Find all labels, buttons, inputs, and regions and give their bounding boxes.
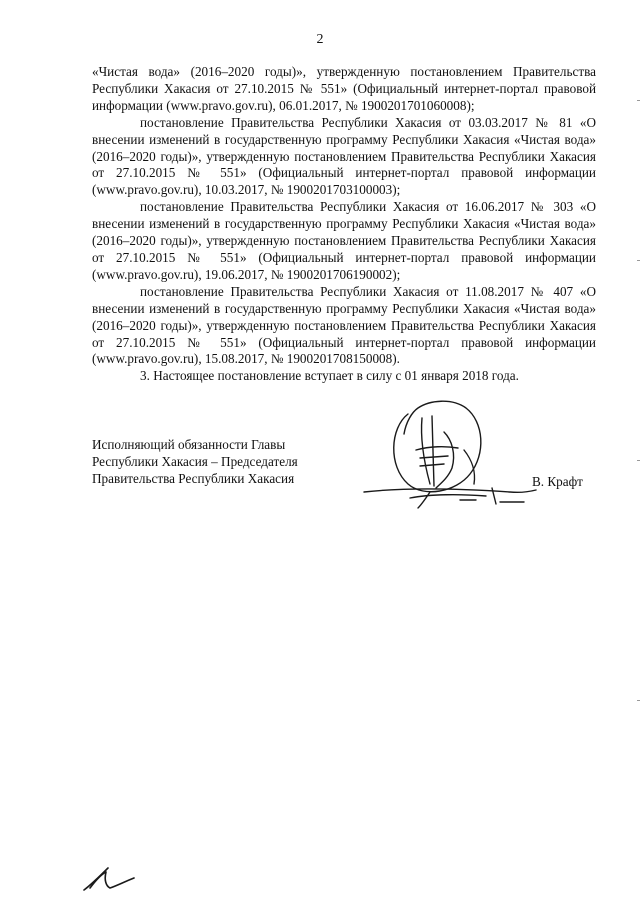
document-body: [92, 64, 596, 385]
signatory-position-line: Правительства Республики Хакасия: [92, 471, 295, 486]
paragraph-reference-303: постановление Правительства Республики Хакасия от 16.06.2017 № 303 «О внесении изменений в государственную программу Республики Хакасия «Чистая вода» (2016–2020 годы)», утвержденную постановлением Правительства Республики Хакасия от 27.10.2015 № 551» (Официальный интернет-портал правовой информации (www.pravo.gov.ru), 19.06.2017, № 1900201706190002);: [92, 199, 596, 282]
signatory-position-line: Исполняющий обязанности Главы: [92, 437, 286, 452]
handwritten-signature-icon: [360, 388, 540, 518]
paragraph-effective-date: 3. Настоящее постановление вступает в силу с 01 января 2018 года.: [140, 368, 519, 384]
paragraph-reference-407: постановление Правительства Республики Хакасия от 11.08.2017 № 407 «О внесении изменений в государственную программу Республики Хакасия «Чистая вода» (2016–2020 годы)», утвержденную постановлением Правительства Республики Хакасия от 27.10.2015 № 551» (Официальный интернет-портал правовой информации (www.pravo.gov.ru), 15.08.2017, № 1900201708150008).: [92, 283, 596, 367]
signatory-position-line: Республики Хакасия – Председателя: [92, 454, 298, 469]
paragraph-reference-continued: «Чистая вода» (2016–2020 годы)», утвержденную постановлением Правительства Республики Хакасия от 27.10.2015 № 551» (Официальный интернет-портал правовой информации (www.pravo.gov.ru), 06.01.2017, № 1900201701060008);: [92, 64, 596, 113]
signatory-position: [92, 436, 332, 487]
signer-name: В. Крафт: [532, 474, 583, 489]
page-number: 2: [316, 32, 324, 47]
handwritten-initials-icon: [80, 860, 140, 896]
paragraph-reference-81: постановление Правительства Республики Хакасия от 03.03.2017 № 81 «О внесении изменений в государственную программу Республики Хакасия «Чистая вода» (2016–2020 годы)», утвержденную постановлением Правительства Республики Хакасия от 27.10.2015 № 551» (Официальный интернет-портал правовой информации (www.pravo.gov.ru), 10.03.2017, № 1900201703100003);: [92, 114, 596, 198]
